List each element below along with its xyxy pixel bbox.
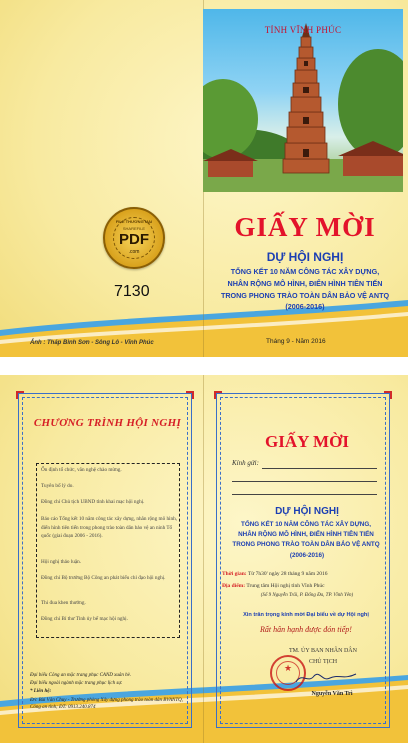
program-item: Ổn định tổ chức, văn nghệ chào mừng. <box>41 467 122 473</box>
signature-mark <box>292 670 362 686</box>
contact-label: * Liên hệ: <box>30 689 52 694</box>
invite-title: GIẤY MỜI <box>265 432 349 451</box>
invite-event-description <box>214 520 398 550</box>
stamp-star-icon: ★ <box>283 663 293 673</box>
contact-info: Đ/c Bùi Văn Chuy - Trưởng phòng Xây dựng phong trào toàn dân BVANTQ, Công an tỉnh; ĐT: 0913.240.874 <box>30 698 184 710</box>
frame-corner <box>214 391 222 399</box>
seal-top-text: FILE THƯƠNG MẠI <box>115 219 153 224</box>
cover-date: Tháng 9 - Năm 2016 <box>266 338 326 345</box>
time-value: Từ 7h30' ngày 28 tháng 9 năm 2016 <box>247 571 328 577</box>
welcome-line: Rất hân hạnh được đón tiếp! <box>260 625 352 634</box>
photo-caption: Ảnh : Tháp Bình Sơn - Sông Lô - Vĩnh Phúc <box>30 340 154 346</box>
cover-panel <box>0 0 408 357</box>
kinh-gui-label: Kính gửi: <box>232 459 259 467</box>
place-value: Trung tâm Hội nghị tỉnh Vĩnh Phúc <box>246 583 325 589</box>
cover-event-description <box>204 266 406 302</box>
meeting-time <box>222 571 327 577</box>
meeting-address: (Số 9 Nguyễn Trãi, P. Đống Đa, TP. Vĩnh Yên) <box>260 593 354 598</box>
invite-desc-line: TRONG PHONG TRÀO TOÀN DÂN BẢO VỆ ANTQ <box>232 541 380 548</box>
place-label: Địa điểm: <box>222 583 246 589</box>
time-label: Thời gian: <box>222 571 247 577</box>
program-item: Báo cáo Tổng kết 10 năm công tác xây dựng, nhân rộng mô hình, điển hình tiên tiến trong phong trào toàn dân bảo vệ an ninh Tổ quốc (giai đoạn 2006 - 2016). <box>41 516 177 539</box>
signer-name: Nguyễn Văn Trì <box>311 691 353 697</box>
cover-title: GIẤY MỜI <box>234 212 376 242</box>
tower-photo <box>203 9 403 192</box>
frame-corner <box>384 391 392 399</box>
sign-organization: TM. ỦY BAN NHÂN DÂN <box>289 648 357 654</box>
dress-note: Đại biểu Công an mặc trang phục CAND xuân hè. <box>30 673 132 678</box>
fold-line <box>203 375 204 743</box>
invite-event-title: DỰ HỘI NGHỊ <box>275 506 339 517</box>
recipient-line <box>262 468 377 469</box>
program-title: CHƯƠNG TRÌNH HỘI NGHỊ <box>33 417 182 429</box>
sharefile-pdf-seal <box>103 207 165 269</box>
meeting-place <box>222 583 325 589</box>
binh-son-tower-illustration <box>203 9 403 192</box>
invite-desc-line: NHÂN RỘNG MÔ HÌNH, ĐIỂN HÌNH TIÊN TIẾN <box>238 531 374 538</box>
seal-dotcom-text: .com <box>128 249 140 255</box>
cover-desc-line: TỔNG KẾT 10 NĂM CÔNG TÁC XÂY DỰNG, <box>230 267 380 276</box>
inner-panel <box>0 375 408 743</box>
program-item: Tuyên bố lý do. <box>41 483 74 489</box>
frame-corner <box>16 391 24 399</box>
cover-event-title: DỰ HỘI NGHỊ <box>266 250 344 264</box>
program-item: Thi đua khen thưởng. <box>41 600 86 606</box>
invite-years: (2006-2016) <box>289 552 325 559</box>
program-list <box>36 463 180 638</box>
program-item: Đồng chí Chủ tịch UBND tỉnh khai mạc hội nghị. <box>41 499 145 505</box>
program-item: Đồng chí Bí thư Tỉnh ủy bế mạc hội nghị. <box>41 616 128 622</box>
recipient-line <box>232 494 377 495</box>
sign-title: CHỦ TỊCH <box>308 659 338 665</box>
province-name: TỈNH VĨNH PHÚC <box>264 25 342 35</box>
seal-logo-text: PDF <box>119 231 149 248</box>
program-item: Đồng chí Bộ trưởng Bộ Công an phát biểu chỉ đạo hội nghị. <box>41 575 166 581</box>
dress-note: Đại biểu ngoài ngành mặc trang phục lịch sự. <box>30 681 123 686</box>
frame-corner <box>186 391 194 399</box>
recipient-line <box>232 481 377 482</box>
cover-desc-line: TRONG PHONG TRÀO TOÀN DÂN BẢO VỆ ANTQ <box>220 291 390 300</box>
program-item: Hội nghị thảo luận. <box>41 559 82 565</box>
invite-desc-line: TỔNG KẾT 10 NĂM CÔNG TÁC XÂY DỰNG, <box>240 521 371 528</box>
document-code: 7130 <box>114 283 150 300</box>
cover-years: (2006-2016) <box>285 302 325 311</box>
cover-desc-line: NHÂN RỘNG MÔ HÌNH, ĐIỂN HÌNH TIÊN TIẾN <box>227 279 383 288</box>
invite-line: Xin trân trọng kính mời Đại biểu về dự Hội nghị <box>243 612 369 618</box>
seal-mid-text: SHAREFILE <box>122 226 146 231</box>
